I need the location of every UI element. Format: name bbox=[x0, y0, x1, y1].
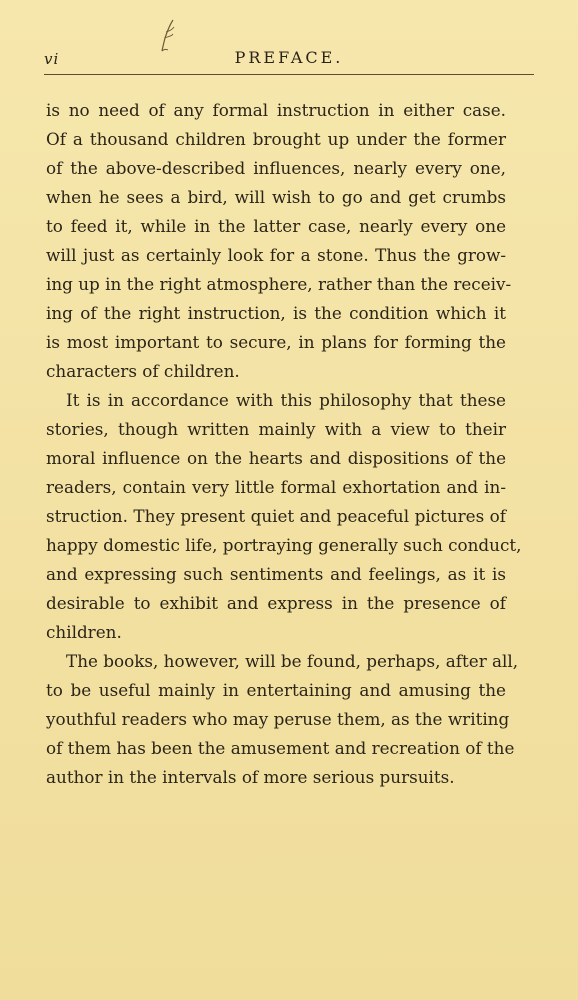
header-rule bbox=[44, 74, 534, 75]
text-line: readers, contain very little formal exhortation and in- bbox=[46, 477, 506, 497]
text-line: ing up in the right atmosphere, rather than the receiv- bbox=[46, 274, 512, 294]
paragraph-2 bbox=[46, 386, 522, 647]
text-line: of the above-described influences, nearly every one, bbox=[46, 158, 506, 178]
paragraph-1 bbox=[46, 96, 512, 386]
text-line: author in the intervals of more serious pursuits. bbox=[46, 767, 455, 787]
text-line: desirable to exhibit and express in the presence of bbox=[46, 593, 506, 613]
text-line: Of a thousand children brought up under the former bbox=[46, 129, 506, 149]
text-line: struction. They present quiet and peaceful pictures of bbox=[46, 506, 506, 526]
text-line: moral influence on the hearts and dispositions of the bbox=[46, 448, 506, 468]
page-number: vi bbox=[44, 50, 60, 68]
text-line: and expressing such sentiments and feelings, as it is bbox=[46, 564, 506, 584]
text-line: is no need of any formal instruction in either case. bbox=[46, 100, 506, 120]
text-line: characters of children. bbox=[46, 361, 240, 381]
page-header bbox=[44, 44, 534, 74]
paragraph-3 bbox=[46, 647, 519, 792]
text-line: happy domestic life, portraying generally such conduct, bbox=[46, 535, 522, 555]
text-line: It is in accordance with this philosophy that these bbox=[66, 390, 506, 410]
text-line: to be useful mainly in entertaining and amusing the bbox=[46, 680, 506, 700]
body-text bbox=[46, 96, 522, 792]
running-title: PREFACE. bbox=[234, 48, 344, 67]
text-line: when he sees a bird, will wish to go and get crumbs bbox=[46, 187, 506, 207]
text-line: children. bbox=[46, 622, 122, 642]
text-line: will just as certainly look for a stone. Thus the grow- bbox=[46, 245, 506, 265]
text-line: stories, though written mainly with a view to their bbox=[46, 419, 506, 439]
text-line: youthful readers who may peruse them, as the writing bbox=[46, 709, 510, 729]
text-line: of them has been the amusement and recreation of the bbox=[46, 738, 515, 758]
text-line: ing of the right instruction, is the condition which it bbox=[46, 303, 506, 323]
text-line: is most important to secure, in plans for forming the bbox=[46, 332, 506, 352]
text-line: to feed it, while in the latter case, nearly every one bbox=[46, 216, 506, 236]
text-line: The books, however, will be found, perhaps, after all, bbox=[66, 651, 519, 671]
